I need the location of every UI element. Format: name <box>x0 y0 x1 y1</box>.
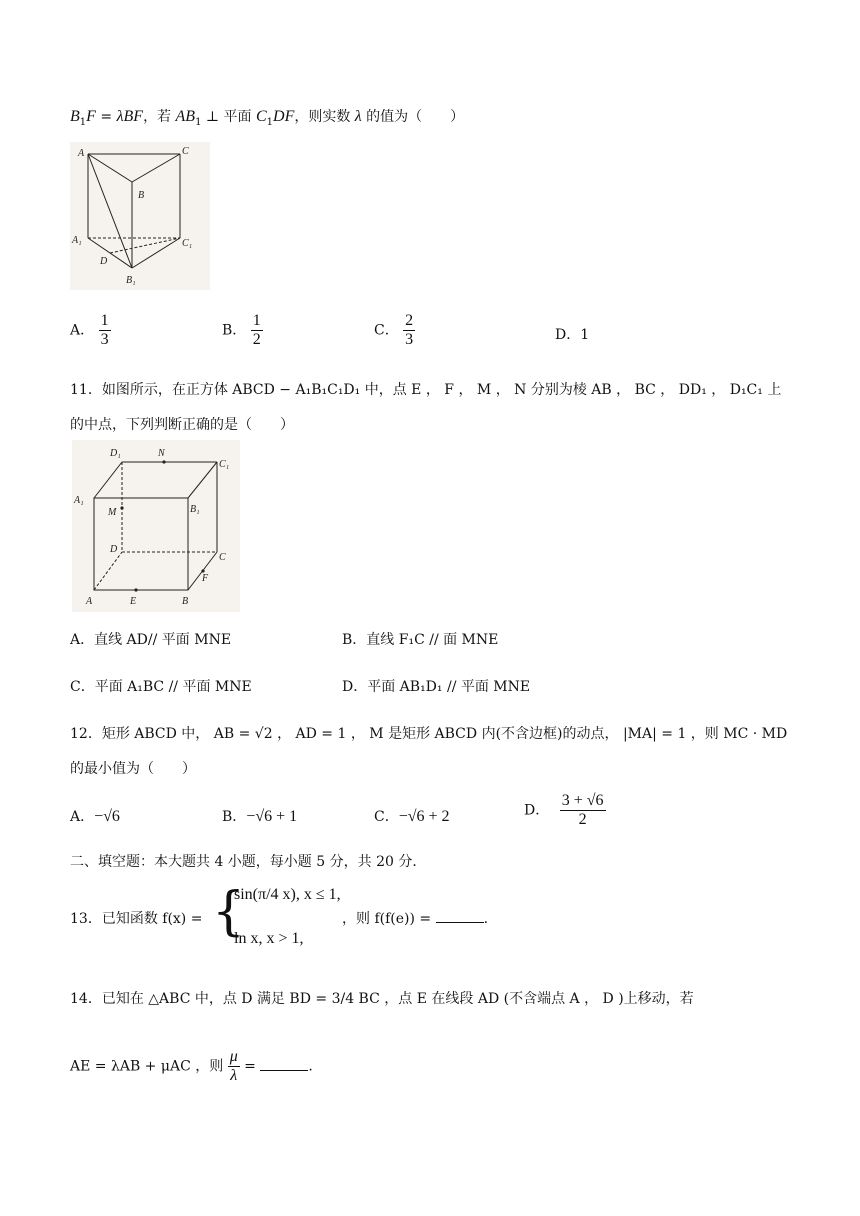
label-B1: B₁ <box>126 275 136 286</box>
denominator: 2 <box>252 331 261 348</box>
equals: = <box>244 1058 256 1075</box>
option-label: B． <box>222 322 247 339</box>
q14-line2-text: AE = λAB + μAC ，则 <box>70 1058 224 1075</box>
option-text: −√6 + 1 <box>246 808 298 825</box>
label-D1: D₁ <box>110 448 121 459</box>
option-label: D． <box>524 802 550 819</box>
numerator: 1 <box>100 312 109 329</box>
label-B: B <box>182 596 189 607</box>
option-label: A． <box>70 322 95 339</box>
label-D: D <box>100 256 108 267</box>
denominator: 3 <box>100 331 109 348</box>
label-C1: C₁ <box>219 459 230 470</box>
q13-suffix <box>342 908 488 928</box>
option-label: B． <box>222 809 247 825</box>
label-B1: B₁ <box>190 504 200 515</box>
q11-stem-line2: 的中点，下列判断正确的是（ ） <box>70 417 294 433</box>
label-A1: A₁ <box>74 495 84 506</box>
q13-suffix-text: ，则 f(f(e)) = <box>342 911 432 927</box>
q12-option-b[interactable] <box>222 806 297 826</box>
option-label: C． <box>374 809 399 825</box>
denominator: 2 <box>578 811 587 828</box>
section-2-heading: 二、填空题：本大题共 4 小题，每小题 5 分，共 20 分． <box>70 854 427 870</box>
label-N: N <box>158 448 165 459</box>
q12-stem-line2: 的最小值为（ ） <box>70 761 196 777</box>
q12-option-c[interactable] <box>374 806 450 826</box>
label-C: C <box>219 552 226 563</box>
q11-option-a[interactable]: A．直线 AD// 平面 MNE <box>70 632 232 648</box>
label-C1: C₁ <box>182 238 193 249</box>
option-text: 1 <box>580 327 590 343</box>
q13-case-1: sin(π/4 x), x ≤ 1, <box>234 886 341 903</box>
numerator: μ <box>229 1048 238 1065</box>
label-E: E <box>130 596 137 607</box>
q14-answer-blank[interactable] <box>260 1058 308 1071</box>
numerator: 2 <box>405 312 414 329</box>
q14-line1: 14．已知在 △ABC 中，点 D 满足 BD = 3/4 BC ，点 E 在线段 AD (不含端点 A ， D )上移动，若 <box>70 991 694 1007</box>
label-A1: A₁ <box>72 235 82 246</box>
label-C: C <box>182 146 189 157</box>
numerator: 3 + √6 <box>561 792 604 809</box>
denominator: λ <box>230 1067 238 1084</box>
q10-option-b[interactable] <box>222 312 263 349</box>
q14-line2 <box>70 1048 313 1085</box>
q11-option-c[interactable]: C．平面 A₁BC // 平面 MNE <box>70 679 252 695</box>
q11-option-d[interactable]: D．平面 AB₁D₁ // 平面 MNE <box>342 679 531 695</box>
q13-case-2: ln x, x > 1, <box>234 930 304 947</box>
q10-stem: $B_1F = \lambda BF$，若 $AB_1$ ⊥ 平面 $C_1DF$，则实数 λ 的值为（ ） <box>70 108 465 128</box>
denominator: 3 <box>405 331 414 348</box>
q13-answer-blank[interactable] <box>436 910 484 923</box>
label-B: B <box>138 190 145 201</box>
option-label: A． <box>70 809 95 825</box>
q11-option-b[interactable]: B．直线 F₁C // 面 MNE <box>342 632 499 648</box>
numerator: 1 <box>252 312 261 329</box>
q10-option-d[interactable] <box>555 324 589 344</box>
label-F: F <box>202 573 209 584</box>
q10-option-c[interactable] <box>374 312 415 349</box>
option-text: −√6 <box>94 808 120 825</box>
prism-figure <box>70 142 210 290</box>
cube-figure <box>72 440 240 612</box>
q10-option-a[interactable] <box>70 312 111 349</box>
label-A: A <box>86 596 93 607</box>
q12-option-a[interactable] <box>70 806 120 826</box>
q13-end: . <box>483 911 489 927</box>
option-label: D． <box>555 327 581 343</box>
piecewise-brace: { <box>212 882 246 942</box>
label-A: A <box>78 148 85 159</box>
label-M: M <box>108 507 117 518</box>
label-D: D <box>110 544 118 555</box>
q12-stem-line1: 12．矩形 ABCD 中， AB = √2 ， AD = 1 ， M 是矩形 ABCD 内(不含边框)的动点， |MA| = 1 ，则 MC · MD <box>70 726 788 742</box>
q12-option-d[interactable] <box>524 792 606 829</box>
q14-end: . <box>308 1058 313 1075</box>
q13-prefix: 13．已知函数 f(x) = <box>70 911 203 927</box>
option-label: C． <box>374 322 399 339</box>
option-text: −√6 + 2 <box>398 808 450 825</box>
q11-stem-line1: 11．如图所示，在正方体 ABCD − A₁B₁C₁D₁ 中，点 E ， F ， M ， N 分别为棱 AB ， BC ， DD₁ ， D₁C₁ 上 <box>70 382 782 398</box>
